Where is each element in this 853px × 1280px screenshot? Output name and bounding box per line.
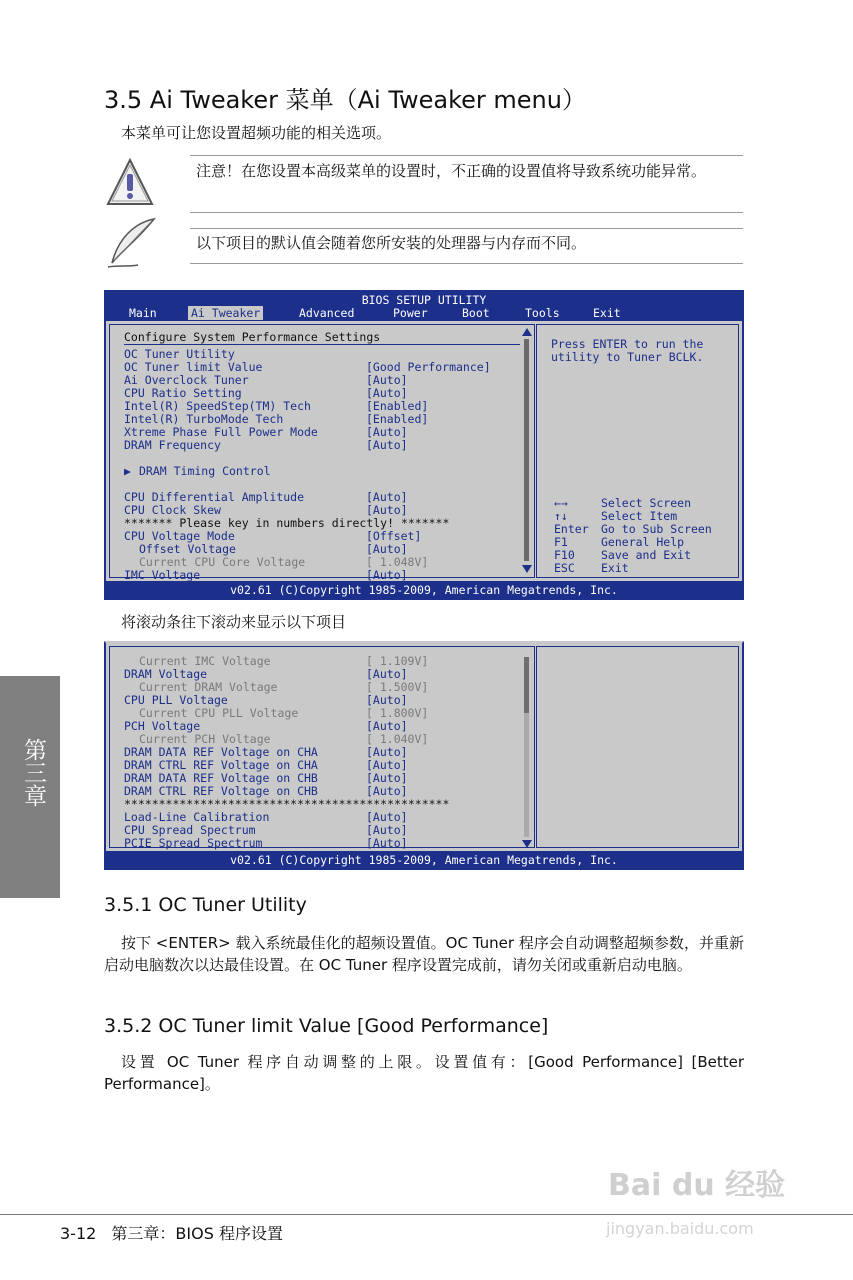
watermark-logo: Bai du 经验	[608, 1168, 786, 1203]
warning-icon	[104, 156, 156, 210]
help-pane: Press ENTER to run the utility to Tuner BCLK. ←→ Select Screen ↑↓ Select Item Enter Go to Sub Screen F1 General Help F10 Save and Exit ESC Exit	[536, 324, 739, 578]
section-heading-352: 3.5.2 OC Tuner limit Value [Good Performance]	[104, 1015, 549, 1037]
bios-screen	[104, 290, 744, 600]
divider	[190, 228, 743, 229]
divider	[190, 263, 743, 264]
section-body-352: 设置 OC Tuner 程序自动调整的上限。设置值有：[Good Performance] [Better Performance]。	[104, 1053, 744, 1093]
page-title: 3.5 Ai Tweaker 菜单（Ai Tweaker menu）	[104, 86, 586, 114]
warning-text: 注意！在您设置本高级菜单的设置时，不正确的设置值将导致系统功能异常。	[196, 162, 707, 180]
intro-text: 本菜单可让您设置超频功能的相关选项。	[121, 124, 392, 142]
bios-tab-bar	[104, 306, 744, 320]
scroll-up-icon[interactable]	[522, 328, 532, 336]
tab-advanced[interactable]: Advanced	[299, 306, 355, 320]
tab-tools[interactable]: Tools	[525, 306, 560, 320]
help-pane	[536, 646, 739, 848]
divider	[190, 155, 743, 156]
page-footer	[60, 1221, 283, 1244]
scroll-caption: 将滚动条往下滚动来显示以下项目	[121, 613, 347, 631]
bios-screen-scrolled	[104, 641, 744, 870]
tab-exit[interactable]: Exit	[593, 306, 621, 320]
watermark-url: jingyan.baidu.com	[606, 1219, 754, 1238]
bios-footer: v02.61 (C)Copyright 1985-2009, American Megatrends, Inc.	[104, 581, 744, 600]
divider	[190, 212, 743, 213]
help-text: Press ENTER to run the utility to Tuner BCLK.	[551, 337, 704, 364]
settings-pane: Current IMC Voltage [ 1.109V] DRAM Voltage [Auto] Current DRAM Voltage [ 1.500V] CPU PLL Voltage [Auto] Current CPU PLL Voltage [ 1.800V] PCH Voltage [Auto] Current PCH Voltage [ 1.040V] DRAM DATA REF Voltage on CHA [Auto] DRAM CTRL REF Voltage on CHA [Auto] DRAM DATA REF Voltage on CHB [Auto] DRAM CTRL REF Voltage on CHB [Auto] *********************************************** Load-Line Calibration [Auto] CPU Spread Spectrum [Auto] PCIE Spread Spectrum [Auto]	[109, 646, 535, 848]
tab-boot[interactable]: Boot	[462, 306, 490, 320]
settings-pane: Configure System Performance Settings OC Tuner Utility OC Tuner limit Value [Good Performance] Ai Overclock Tuner [Auto] CPU Ratio Setting [Auto] Intel(R) SpeedStep(TM) Tech [Enabled] Intel(R) TurboMode Tech [Enabled] Xtreme Phase Full Power Mode [Auto] DRAM Frequency [Auto] ▶ DRAM Timing Control CPU Differential Amplitude [Auto] CPU Clock Skew [Auto] ******* Please key in numbers directly! ******* CPU Voltage Mode [Offset] Offset Voltage [Auto] Current CPU Core Voltage [ 1.048V] IMC Voltage [Auto]	[109, 324, 535, 578]
tab-power[interactable]: Power	[393, 306, 428, 320]
scrollbar-thumb[interactable]	[524, 657, 529, 713]
tab-main[interactable]: Main	[129, 306, 157, 320]
bios-body	[104, 641, 744, 851]
scrollbar-thumb[interactable]	[524, 339, 529, 561]
bios-footer: v02.61 (C)Copyright 1985-2009, American Megatrends, Inc.	[104, 851, 744, 870]
bios-header	[104, 290, 744, 321]
bios-title: BIOS SETUP UTILITY	[361, 293, 487, 307]
bios-body	[104, 321, 744, 581]
quill-pen-icon	[104, 215, 160, 271]
section-heading-351: 3.5.1 OC Tuner Utility	[104, 894, 307, 916]
chapter-side-label: 第三章	[20, 738, 46, 807]
chapter-title: 第三章：BIOS 程序设置	[111, 1224, 283, 1243]
note-text: 以下项目的默认值会随着您所安装的处理器与内存而不同。	[196, 234, 587, 252]
scroll-down-icon[interactable]	[522, 840, 532, 848]
submenu-arrow-icon: ▶	[124, 464, 131, 478]
scroll-down-icon[interactable]	[522, 565, 532, 573]
page-number: 3-12	[60, 1224, 97, 1243]
footer-divider	[0, 1214, 853, 1215]
tab-ai-tweaker[interactable]: Ai Tweaker	[188, 306, 263, 320]
section-body-351: 按下 <ENTER> 载入系统最佳化的超频设置值。OC Tuner 程序会自动调整超频参数，并重新启动电脑数次以达最佳设置。在 OC Tuner 程序设置完成前，请勿关闭或重新启动电脑。	[104, 934, 744, 974]
divider	[124, 344, 520, 345]
